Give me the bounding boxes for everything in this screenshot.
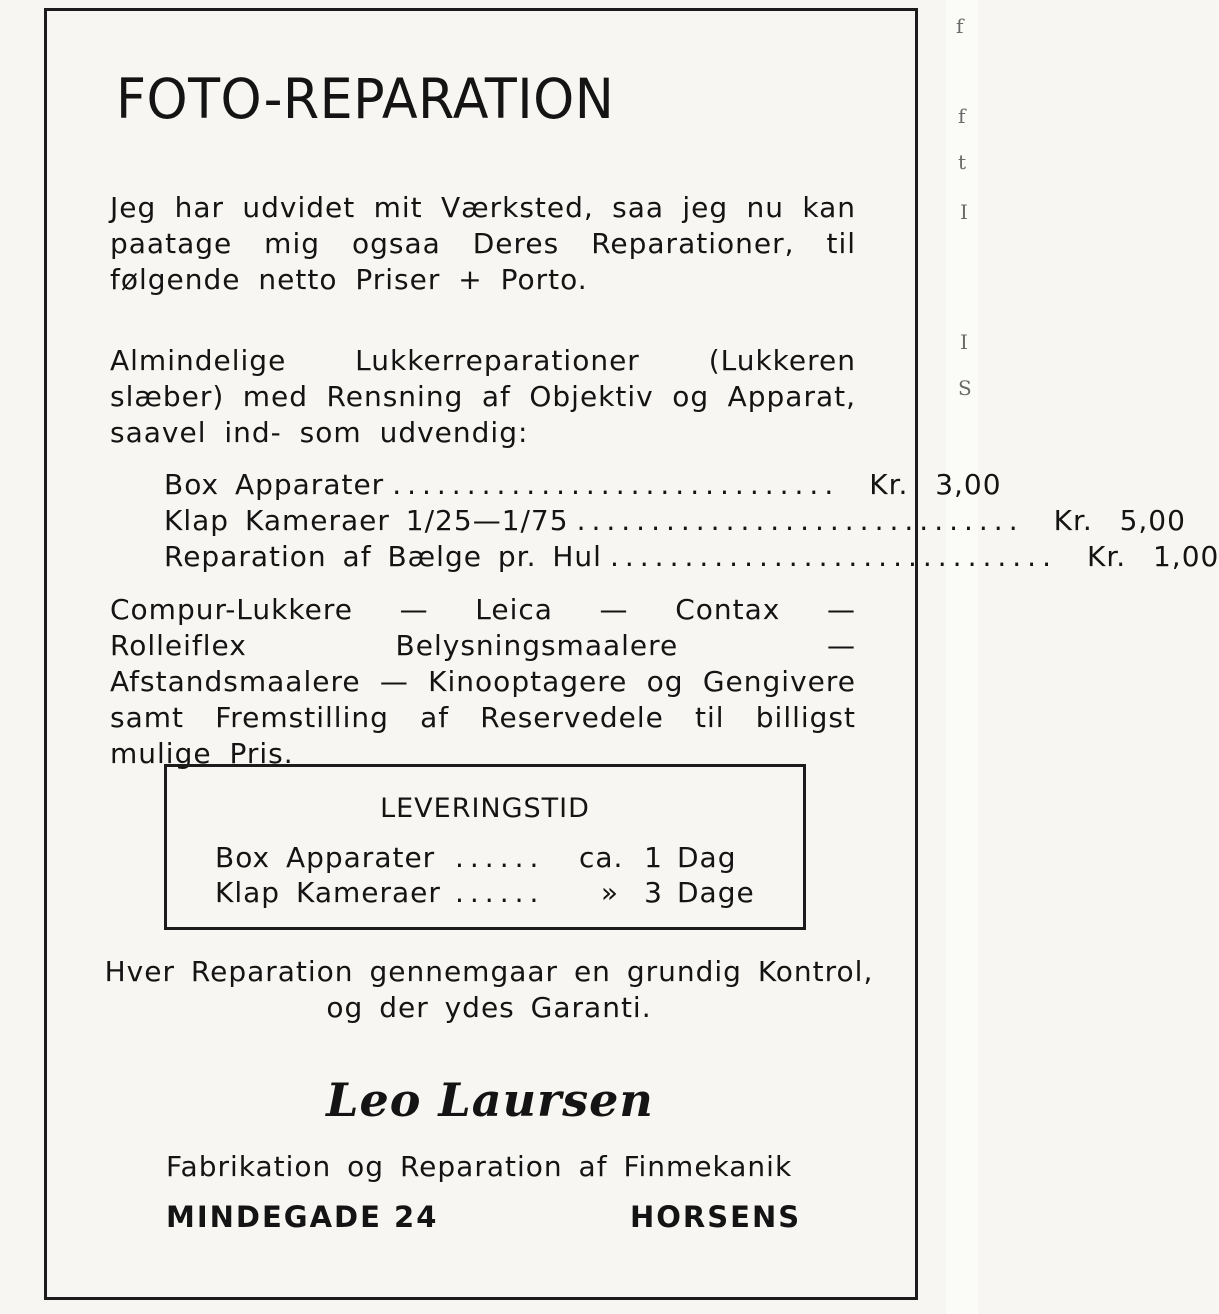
- delivery-unit: Dag: [677, 841, 737, 874]
- repair-description: Almindelige Lukkerreparationer (Lukkeren slæber) med Rensning af Objektiv og Apparat, saavel ind- som udvendig:: [110, 344, 856, 449]
- dot-leader: ..............................: [392, 468, 840, 501]
- price-currency: Kr.: [1086, 540, 1127, 573]
- delivery-time-box: [164, 764, 806, 930]
- guarantee-line: Hver Reparation gennemgaar en grundig Kontrol,: [104, 955, 874, 988]
- company-tagline: Fabrikation og Reparation af Finmekanik: [166, 1150, 793, 1183]
- delivery-row: [215, 841, 737, 874]
- delivery-amount: 3: [644, 876, 663, 909]
- delivery-amount: 1: [644, 841, 663, 874]
- price-item: Box Apparater: [164, 468, 385, 501]
- services-paragraph: Compur-Lukkere — Leica — Contax — Rolleiflex Belysningsmaalere — Afstandsmaalere — Kinooptagere og Gengivere samt Fremstilling af Reservedele til billigst mulige Pris.: [110, 593, 856, 770]
- delivery-title: LEVERINGSTID: [380, 793, 590, 824]
- signature-logo: [0, 1068, 978, 1138]
- price-row: [164, 503, 1186, 539]
- price-value: 3,00: [935, 468, 1002, 501]
- price-list: [164, 467, 1219, 575]
- price-row: [164, 467, 1002, 503]
- delivery-qualifier: »: [600, 876, 620, 909]
- dot-leader: ..............................: [609, 540, 1057, 573]
- price-row: [164, 539, 1219, 575]
- edge-mark: t: [958, 150, 967, 174]
- guarantee-line: og der ydes Garanti.: [326, 991, 652, 1024]
- price-currency: Kr.: [869, 468, 909, 501]
- delivery-qualifier: ca.: [579, 841, 624, 874]
- page-title: FOTO-REPARATION: [116, 67, 615, 131]
- delivery-item: Klap Kameraer: [215, 876, 441, 909]
- edge-mark: S: [958, 376, 972, 400]
- price-currency: Kr.: [1053, 504, 1093, 537]
- street-address: MINDEGADE 24: [166, 1200, 439, 1234]
- dot-leader: ..............................: [576, 504, 1024, 537]
- price-item: Reparation af Bælge pr. Hul: [164, 540, 602, 573]
- price-value: 1,00: [1152, 540, 1219, 573]
- delivery-unit: Dage: [677, 876, 755, 909]
- edge-mark: I: [960, 200, 968, 224]
- guarantee-statement: [60, 954, 918, 1026]
- price-value: 5,00: [1119, 504, 1186, 537]
- edge-mark: f: [956, 14, 964, 38]
- signature-text: Leo Laursen: [326, 1073, 654, 1127]
- price-item: Klap Kameraer 1/25—1/75: [164, 504, 569, 537]
- delivery-row: [215, 876, 755, 909]
- dot-leader: ......: [455, 876, 545, 909]
- edge-mark: I: [960, 330, 968, 354]
- intro-paragraph: Jeg har udvidet mit Værksted, saa jeg nu kan paatage mig ogsaa Deres Reparationer, til følgende netto Priser + Porto.: [110, 191, 856, 296]
- delivery-item: Box Apparater: [215, 841, 436, 874]
- city-name: HORSENS: [630, 1200, 802, 1234]
- edge-mark: f: [958, 104, 966, 128]
- dot-leader: ......: [455, 841, 545, 874]
